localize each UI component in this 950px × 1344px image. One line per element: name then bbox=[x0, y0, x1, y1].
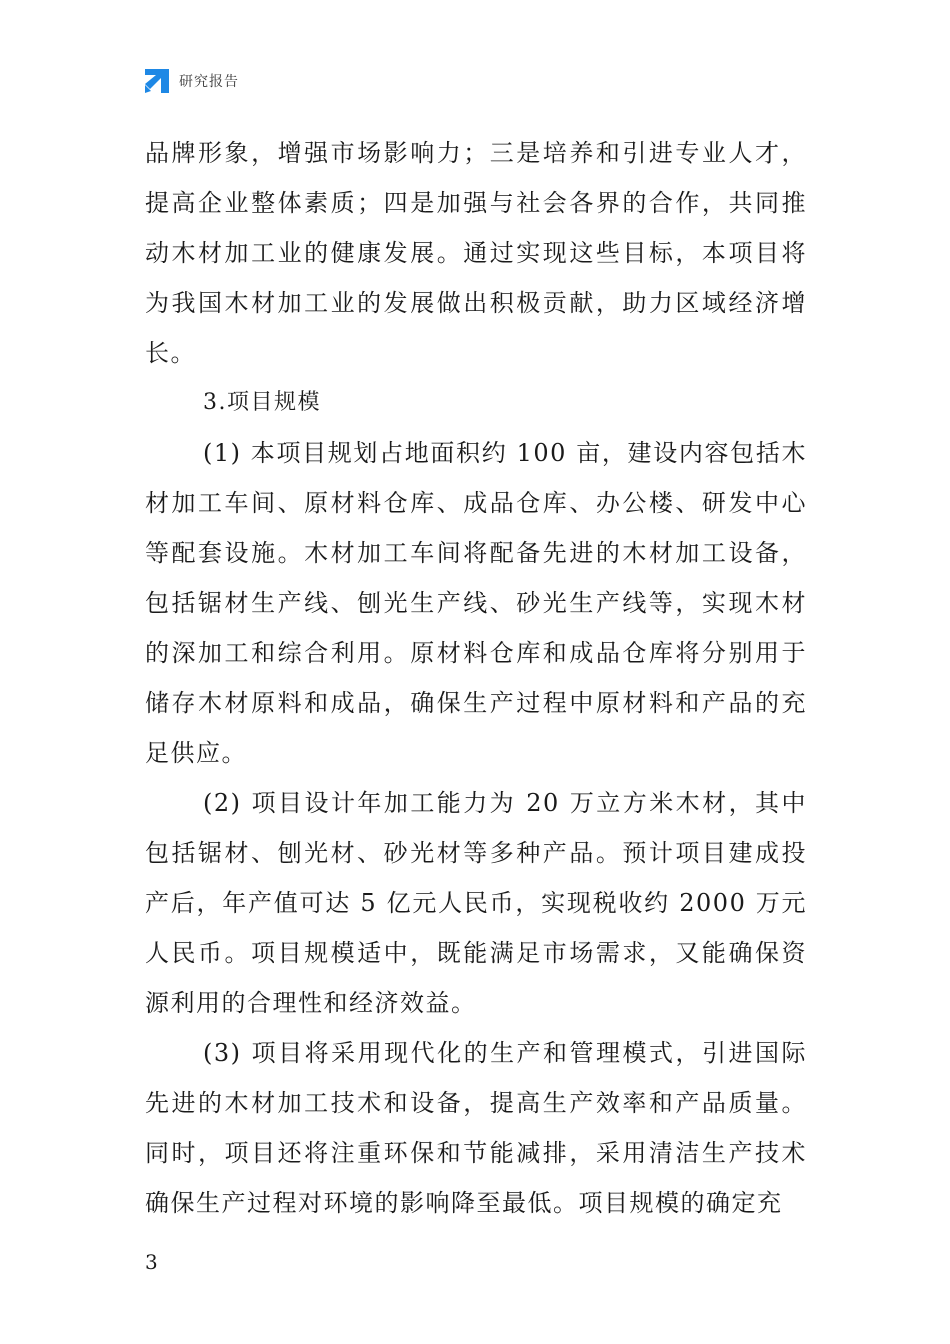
paragraph-3: (3) 项目将采用现代化的生产和管理模式，引进国际先进的木材加工技术和设备，提高生产效率和产品质量。同时，项目还将注重环保和节能减排，采用清洁生产技术确保生产过程对环境的影响降至最低。项目规模的确定充 bbox=[145, 1039, 807, 1217]
intro-paragraph: 品牌形象，增强市场影响力；三是培养和引进专业人才，提高企业整体素质；四是加强与社会各界的合作，共同推动木材加工业的健康发展。通过实现这些目标，本项目将为我国木材加工业的发展做出积极贡献，助力区域经济增长。 bbox=[145, 139, 807, 367]
page-number: 3 bbox=[145, 1250, 158, 1274]
page-header bbox=[143, 66, 239, 96]
paragraph-2: (2) 项目设计年加工能力为 20 万立方米木材，其中包括锯材、刨光材、砂光材等多种产品。预计项目建成投产后，年产值可达 5 亿元人民币，实现税收约 2000 万元人民币。项目规模适中，既能满足市场需求，又能确保资源利用的合理性和经济效益。 bbox=[145, 789, 807, 1017]
section-heading: 3.项目规模 bbox=[203, 390, 321, 415]
document-body bbox=[145, 128, 807, 1228]
paragraph-1: (1) 本项目规划占地面积约 100 亩，建设内容包括木材加工车间、原材料仓库、成品仓库、办公楼、研发中心等配套设施。木材加工车间将配备先进的木材加工设备，包括锯材生产线、刨光生产线、砂光生产线等，实现木材的深加工和综合利用。原材料仓库和成品仓库将分别用于储存木材原料和成品，确保生产过程中原材料和产品的充足供应。 bbox=[145, 439, 807, 767]
logo-arrow-icon bbox=[143, 67, 171, 95]
header-title: 研究报告 bbox=[179, 74, 239, 90]
